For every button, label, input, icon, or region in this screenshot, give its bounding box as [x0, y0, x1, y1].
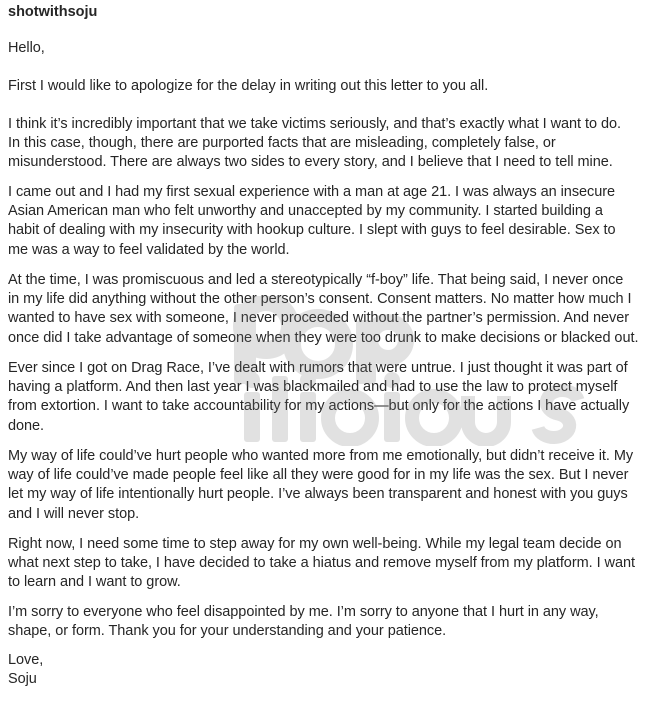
- paragraph-signoff: Love, Soju: [8, 652, 44, 688]
- paragraph-greeting: Hello,: [8, 40, 45, 56]
- paragraph-hiatus: Right now, I need some time to step away for my own well-being. While my legal team decide on what next step to take, I have decided to take a hiatus and remove myself from my platform. I want to learn and I want to grow.: [8, 536, 635, 591]
- post-username[interactable]: shotwithsoju: [8, 4, 98, 20]
- paragraph-consent: At the time, I was promiscuous and led a stereotypically “f-boy” life. That being said, I never once in my life did anything without the other person’s consent. Consent matters. No matter how much I wanted to have sex with someone, I never proceeded without the partner’s permission. And never once did I take advantage of someone when they were too drunk to make decisions or blacked out.: [8, 272, 639, 346]
- paragraph-drag-race: Ever since I got on Drag Race, I’ve dealt with rumors that were untrue. I just thought it was part of having a platform. And then last year I was blackmailed and had to use the law to protect myself from extortion. I want to take accountability for my actions—but only for the actions I have actually done.: [8, 360, 630, 434]
- paragraph-way-of-life: My way of life could’ve hurt people who wanted more from me emotionally, but didn’t receive it. My way of life could’ve made people feel like all they were good for in my life was the sex. But I never let my way of life intentionally hurt people. I’ve always been transparent and honest with you guys and I will never stop.: [8, 448, 634, 522]
- paragraph-sorry: I’m sorry to everyone who feel disappointed by me. I’m sorry to anyone that I hurt in any way, shape, or form. Thank you for your understanding and your patience.: [8, 604, 599, 640]
- paragraph-victims: I think it’s incredibly important that we take victims seriously, and that’s exactly what I want to do. In this case, though, there are purported facts that are misleading, completely false, or misunderstood. There are always two sides to every story, and I believe that I need to tell mine.: [8, 116, 621, 171]
- paragraph-apology: First I would like to apologize for the delay in writing out this letter to you all.: [8, 78, 489, 94]
- post-container: [8, 0, 653, 688]
- paragraph-coming-out: I came out and I had my first sexual experience with a man at age 21. I was always an insecure Asian American man who felt unworthy and unaccepted by my community. I started building a habit of dealing with my insecurity with hookup culture. I slept with guys to feel desirable. Sex to me was a way to feel validated by the world.: [8, 184, 616, 258]
